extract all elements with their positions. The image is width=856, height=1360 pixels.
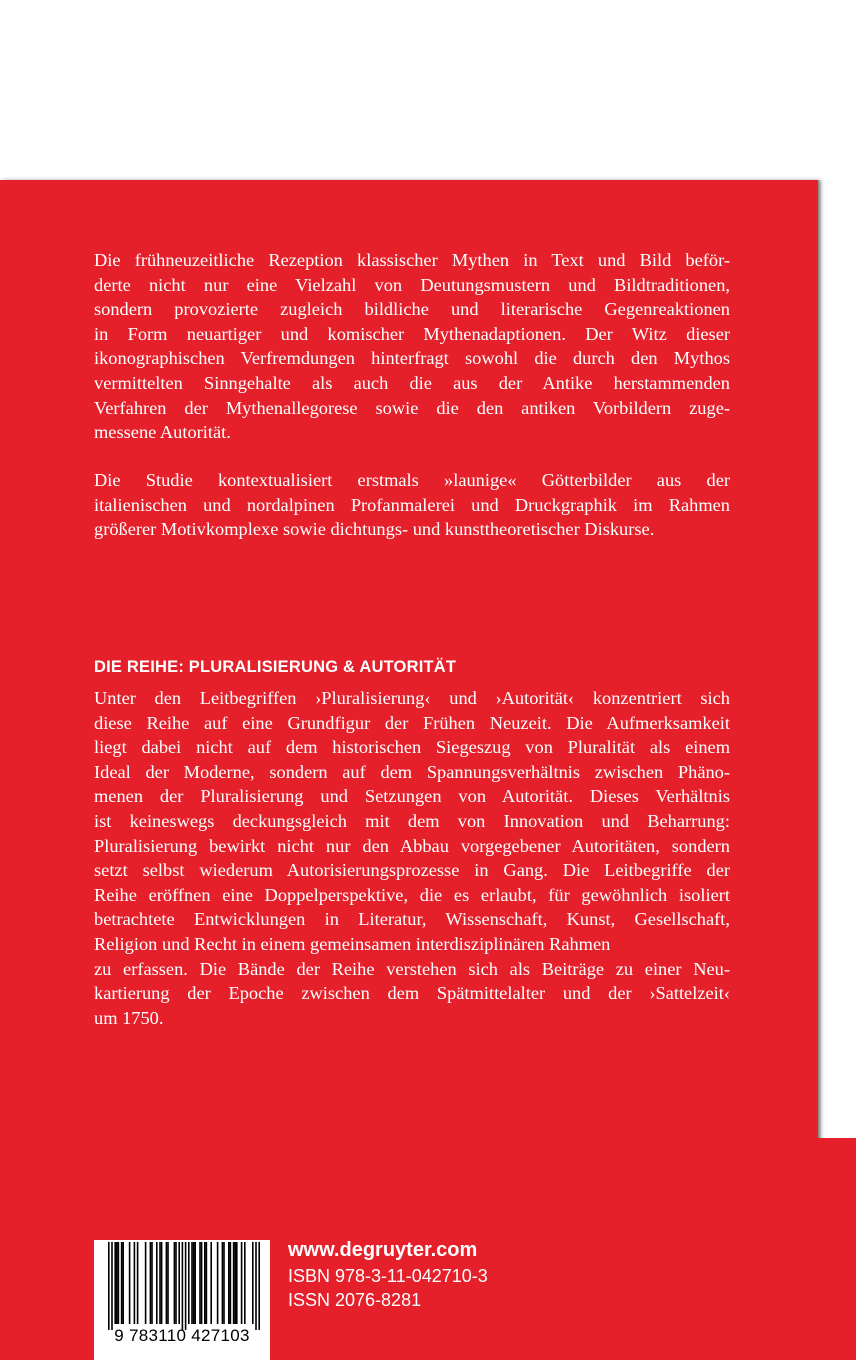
series-line: setzt selbst wiederum Autorisierungsprozesse in Gang. Die Leitbegriffe der	[94, 860, 730, 881]
barcode-bar	[159, 1242, 161, 1324]
barcode-bar	[230, 1242, 232, 1324]
barcode-bar	[122, 1242, 124, 1324]
barcode-bar	[188, 1242, 190, 1324]
barcode-bar	[241, 1242, 243, 1324]
blurb-line: sondern provozierte zugleich bildliche und literarische Gegenreaktionen	[94, 299, 730, 320]
barcode-bar	[258, 1242, 260, 1330]
blurb-paragraph-2	[94, 468, 730, 542]
series-line: Ideal der Moderne, sondern auf dem Spannungsverhältnis zwischen Phäno-	[94, 761, 730, 782]
barcode-bar	[217, 1242, 219, 1324]
barcode-bar	[236, 1242, 238, 1324]
barcode-bar	[191, 1242, 193, 1324]
series-heading: DIE REIHE: PLURALISIERUNG & AUTORITÄT	[94, 658, 457, 676]
series-line: menen der Pluralisierung und Setzungen von Autorität. Dieses Verhältnis	[94, 786, 730, 807]
barcode-bar	[206, 1242, 208, 1324]
blurb-paragraph-1	[94, 248, 730, 445]
series-line: zu erfassen. Die Bände der Reihe verstehen sich als Beiträge zu einer Neu-	[94, 958, 730, 979]
isbn-barcode	[94, 1240, 270, 1360]
publisher-website: www.degruyter.com	[288, 1239, 478, 1261]
series-line: kartierung der Epoche zwischen dem Spätmittelalter und der ›Sattelzeit‹	[94, 983, 730, 1004]
barcode-bar	[193, 1242, 195, 1324]
barcode-bar	[255, 1242, 257, 1330]
barcode-bar	[114, 1242, 116, 1324]
barcode-bar	[161, 1242, 163, 1324]
barcode-bar	[111, 1242, 113, 1330]
barcode-bar	[116, 1242, 118, 1324]
barcode-bar	[137, 1242, 139, 1324]
barcode-bar	[167, 1242, 169, 1324]
series-description	[94, 686, 730, 1030]
barcode-bar	[233, 1242, 235, 1324]
barcode-bar	[174, 1242, 176, 1324]
blurb-line: derte nicht nur eine Vielzahl von Deutungsmustern und Bildtraditionen,	[94, 274, 730, 295]
barcode-bar	[108, 1242, 110, 1330]
barcode-bar	[134, 1242, 136, 1324]
barcode-bar	[175, 1242, 177, 1324]
series-line: um 1750.	[94, 1007, 164, 1028]
barcode-bar	[244, 1242, 246, 1324]
series-line: Reihe eröffnen eine Doppelperspektive, die es erlaubt, für gewöhnlich isoliert	[94, 884, 730, 905]
barcode-bar	[156, 1242, 158, 1324]
barcode-bar	[185, 1242, 187, 1330]
barcode-bar	[145, 1242, 147, 1324]
barcode-bar	[228, 1242, 230, 1324]
barcode-bar	[129, 1242, 131, 1324]
barcode-bar	[151, 1242, 153, 1324]
barcode-bar	[182, 1242, 184, 1330]
barcode-bar	[223, 1242, 225, 1324]
blurb-line: messene Autorität.	[94, 422, 231, 443]
barcode-bar	[210, 1242, 212, 1324]
series-line: Religion und Recht in einem gemeinsamen interdisziplinären Rahmen	[94, 933, 611, 954]
cover-shadow	[818, 180, 822, 1138]
barcode-bar	[118, 1242, 120, 1324]
blurb-line: Die frühneuzeitliche Rezeption klassischer Mythen in Text und Bild beför-	[94, 250, 730, 270]
publisher-info	[288, 1236, 488, 1312]
barcode-bar	[166, 1242, 168, 1324]
series-line: Pluralisierung bewirkt nicht nur den Abbau vorgegebener Autoritäten, sondern	[94, 835, 730, 856]
barcode-bar	[178, 1242, 180, 1324]
blurb-line: Verfahren der Mythenallegorese sowie die den antiken Vorbildern zuge-	[94, 397, 730, 418]
barcode-bar	[252, 1242, 254, 1324]
blurb-line: ikonographischen Verfremdungen hinterfragt sowohl die durch den Mythos	[94, 348, 730, 369]
series-line: liegt dabei nicht auf dem historischen Siegeszug von Pluralität als einem	[94, 737, 730, 758]
barcode-bar	[150, 1242, 152, 1324]
barcode-bar	[234, 1242, 236, 1324]
series-line: ist keineswegs deckungsgleich mit dem von Innovation und Beharrung:	[94, 810, 730, 831]
isbn-number: ISBN 978-3-11-042710-3	[288, 1266, 488, 1286]
blurb-line: in Form neuartiger und komischer Mythenadaptionen. Der Witz dieser	[94, 323, 730, 344]
blurb-line: vermittelten Sinngehalte als auch die aus der Antike herstammenden	[94, 372, 730, 393]
blurb-line: italienischen und nordalpinen Profanmalerei und Druckgraphik im Rahmen	[94, 494, 730, 515]
blurb-line: Die Studie kontextualisiert erstmals »launige« Götterbilder aus der	[94, 470, 730, 490]
barcode-bar	[194, 1242, 196, 1324]
barcode-bar	[204, 1242, 206, 1324]
issn-number: ISSN 2076-8281	[288, 1290, 422, 1310]
blurb-line: größerer Motivkomplexe sowie dichtungs- und kunsttheoretischer Diskurse.	[94, 519, 655, 540]
spine-strip	[818, 1138, 856, 1360]
barcode-bar	[199, 1242, 201, 1324]
series-line: diese Reihe auf eine Grundfigur der Frühen Neuzeit. Die Aufmerksamkeit	[94, 712, 730, 733]
barcode-bar	[201, 1242, 203, 1324]
series-line: betrachtete Entwicklungen in Literatur, Wissenschaft, Kunst, Gesellschaft,	[94, 909, 730, 930]
barcode-bar	[121, 1242, 123, 1324]
series-line: Unter den Leitbegriffen ›Pluralisierung‹ und ›Autorität‹ konzentriert sich	[94, 688, 730, 708]
barcode-bar	[222, 1242, 224, 1324]
barcode-digits: 9 783110 427103	[114, 1326, 250, 1345]
